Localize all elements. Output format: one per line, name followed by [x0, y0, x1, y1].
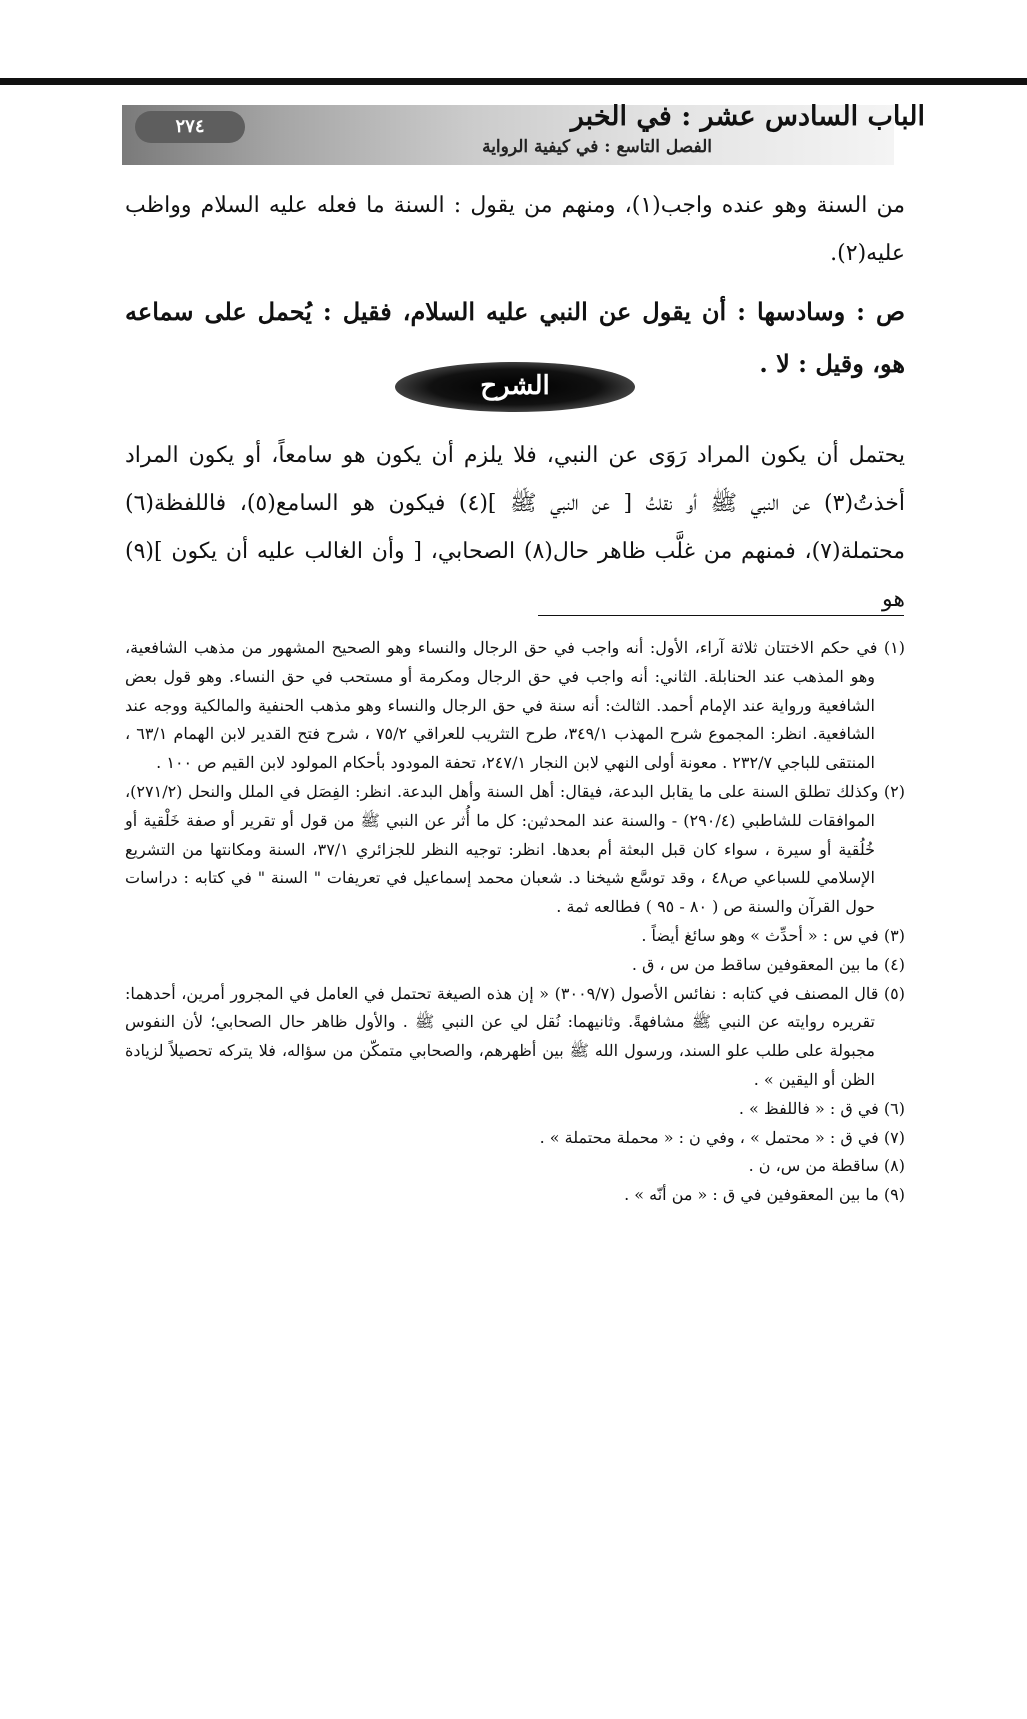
footnote-5: (٥) قال المصنف في كتابه : نفائس الأصول (٣٠٠٩/٧) « إن هذه الصيغة تحتمل في العامل في المجرور أمرين، أحدهما: تقريره روايته عن النبي ﷺ مشافهةً. وثانيهما: نُقل لي عن النبي ﷺ . والأول ظاهر حال الصحابي؛ لأن النفوس مجبولة على طلب علو السند، ورسول الله ﷺ بين أظهرهم، والصحابي متمكّن من سؤاله، فلا يتركه تحصيلاً لزيادة الظن أو اليقين » . — [125, 983, 906, 1089]
footnote-1: (١) في حكم الاختتان ثلاثة آراء، الأول: أنه واجب في حق الرجال والنساء وهو الصحيح المشهور من مذهب الشافعية، وهو المذهب عند الحنابلة. الثاني: أنه واجب في حق الرجال ومكرمة أو مستحب في حق النساء. وهو قول بعض الشافعية ورواية عند الإمام أحمد. الثالث: أنه سنة في حق الرجال والنساء وهو مذهب الحنفية والمالكية ووجه عند الشافعية. انظر: المجموع شرح المهذب ٣٤٩/١، طرح التثريب للعراقي ٧٥/٢ ، شرح فتح القدير لابن الهمام ٦٣/١ ، المنتقى للباجي ٢٣٢/٧ . معونة أولى النهي لابن النجار ٢٤٧/١، تحفة المودود بأحكام المولود لابن القيم ص ١٠٠ . — [125, 638, 905, 773]
body-paragraph-1: من السنة وهو عنده واجب(١)، ومنهم من يقول : السنة ما فعله عليه السلام وواظب عليه(٢). — [125, 193, 905, 266]
matn-paragraph: ص : وسادسها : أن يقول عن النبي عليه السلام، فقيل : يُحمل على سماعه هو، وقيل : لا . — [125, 297, 905, 378]
footnote-7: (٧) في ق : « محتمل » ، وفي ن : « محملة محتملة » . — [539, 1127, 905, 1147]
footnote-8: (٨) ساقطة من س، ن . — [748, 1156, 905, 1176]
page-number: ٢٧٤ — [135, 111, 245, 143]
section-title: الفصل التاسع : في كيفية الرواية — [482, 137, 712, 157]
footnote-separator — [538, 615, 904, 616]
footnote-6: (٦) في ق : « فاللفظ » . — [738, 1098, 905, 1118]
footnote-9: (٩) ما بين المعقوفين في ق : « من أنّه » . — [624, 1185, 905, 1205]
top-rule — [0, 78, 1027, 85]
chapter-title: الباب السادس عشر : في الخبر — [570, 101, 925, 132]
footnotes — [125, 634, 905, 1210]
footnote-3: (٣) في س : « أحدِّث » وهو سائغ أيضاً . — [641, 925, 905, 945]
sharh-heading: الشرح — [395, 362, 635, 412]
footnote-4: (٤) ما بين المعقوفين ساقط من س ، ق . — [631, 954, 905, 974]
body-paragraph-2: يحتمل أن يكون المراد رَوَى عن النبي، فلا يلزم أن يكون هو سامعاً، أو يكون المراد أخذتُ(٣) عن النبي ﷺ أو نقلتُ [ عن النبي ﷺ ](٤) فيكون هو السامع(٥)، فاللفظة(٦) محتملة(٧)، فمنهم من غلَّب ظاهر حال(٨) الصحابي، [ وأن الغالب عليه أن يكون ](٩) هو — [125, 443, 906, 612]
footnote-2: (٢) وكذلك تطلق السنة على ما يقابل البدعة، فيقال: أهل السنة وأهل البدعة. انظر: الفِصَل في الملل والنحل (٢٧١/٢)، الموافقات للشاطبي (٢٩٠/٤) - والسنة عند المحدثين: كل ما أُثر عن النبي ﷺ من قول أو تقرير أو صفة خَلْقية أو خُلُقية أو سيرة ، سواء كان قبل البعثة أم بعدها. انظر: توجيه النظر للجزائري ٣٧/١، السنة ومكانتها من التشريع الإسلامي للسباعي ص٤٨ ، وقد توسَّع شيخنا د. شعبان محمد إسماعيل في تعريفات " السنة " في كتابه : دراسات حول القرآن والسنة ص ( ٨٠ - ٩٥ ) فطالعه ثمة . — [125, 781, 905, 917]
